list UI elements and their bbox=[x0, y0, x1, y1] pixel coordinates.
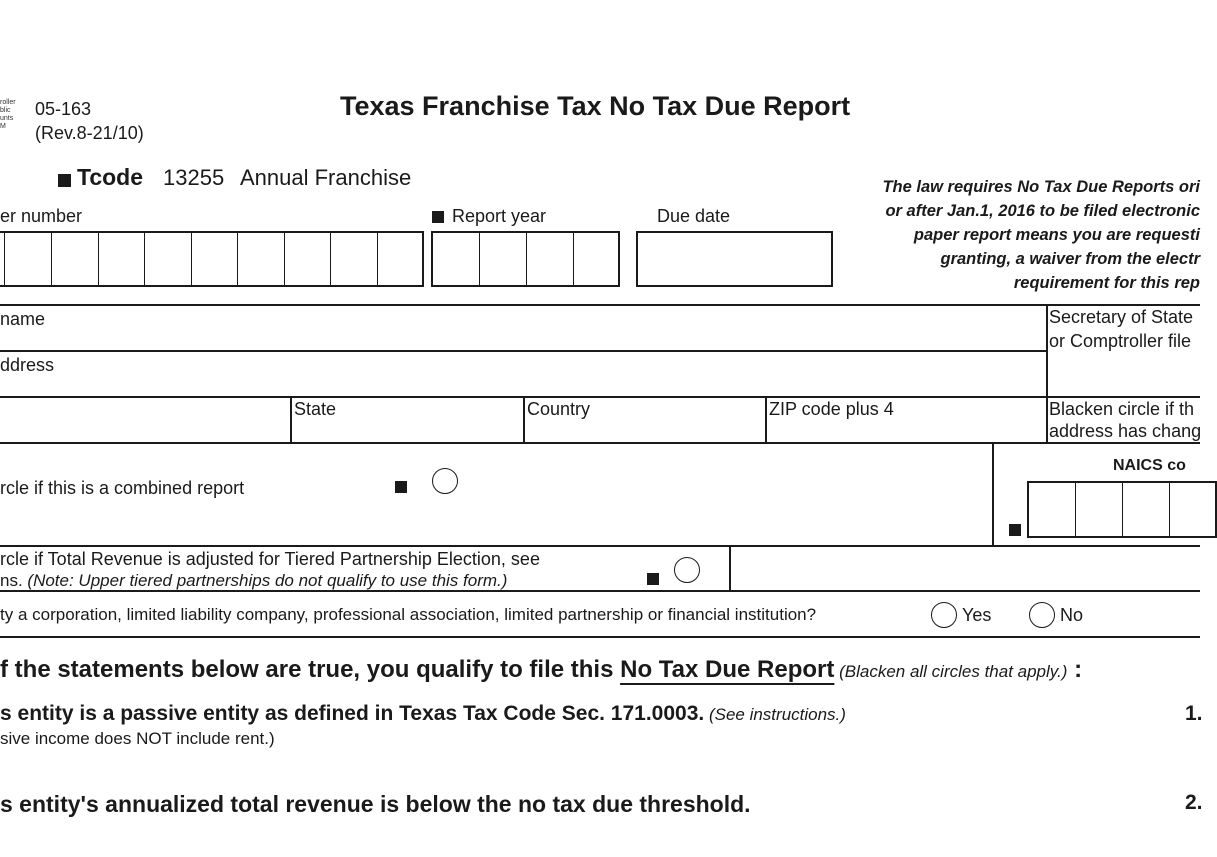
combined-report-label: rcle if this is a combined report bbox=[0, 478, 245, 498]
address-label: ddress bbox=[0, 355, 55, 375]
sos-divider bbox=[1046, 304, 1048, 444]
due-date-field[interactable] bbox=[636, 231, 833, 287]
passive-entity-text: s entity is a passive entity as defined in Texas Tax Code Sec. 171.0003. bbox=[0, 702, 705, 725]
intro-colon: : bbox=[1067, 656, 1083, 683]
sos-file-label-2: or Comptroller file bbox=[1049, 331, 1192, 351]
seal-line: roller bbox=[0, 99, 16, 106]
address-changed-label-2: address has chang bbox=[1049, 421, 1202, 441]
tcode-label: Tcode bbox=[77, 164, 144, 190]
yes-radio[interactable] bbox=[931, 602, 957, 628]
statement-number-2: 2. bbox=[1185, 791, 1203, 814]
taxpayer-number-field[interactable] bbox=[0, 231, 424, 287]
notice-line: The law requires No Tax Due Reports ori bbox=[882, 178, 1200, 196]
tiered-partnership-label-2 bbox=[0, 571, 507, 591]
taxpayer-number-label: er number bbox=[0, 206, 83, 226]
statement-revenue-threshold: s entity's annualized total revenue is below the no tax due threshold. bbox=[0, 791, 751, 817]
yes-label: Yes bbox=[962, 605, 992, 625]
comptroller-seal bbox=[0, 99, 22, 131]
seal-line: blic bbox=[0, 107, 11, 114]
form-revision: (Rev.8-21/10) bbox=[35, 123, 144, 143]
notice-line: paper report means you are requesti bbox=[913, 226, 1200, 244]
seal-line: unts bbox=[0, 115, 14, 122]
name-rule bbox=[0, 350, 1047, 352]
naics-marker bbox=[1009, 524, 1021, 536]
statement-passive-entity bbox=[0, 702, 846, 726]
section-rule bbox=[0, 304, 1200, 306]
tiered-partnership-label-1: rcle if Total Revenue is adjusted for Tiered Partnership Election, see bbox=[0, 549, 540, 569]
no-tax-due-report-link[interactable]: No Tax Due Report bbox=[620, 656, 835, 683]
report-year-label: Report year bbox=[452, 206, 547, 226]
form-title: Texas Franchise Tax No Tax Due Report bbox=[340, 91, 851, 121]
combined-report-marker bbox=[395, 481, 407, 493]
statements-intro bbox=[0, 656, 1082, 684]
seal-line: M bbox=[0, 123, 6, 130]
tcode-description: Annual Franchise bbox=[240, 165, 412, 190]
tcode-marker bbox=[58, 174, 71, 187]
zip-rule bbox=[0, 442, 1200, 444]
naics-code-field[interactable] bbox=[1027, 481, 1217, 538]
tiered-rule bbox=[0, 590, 1200, 592]
notice-line: granting, a waiver from the electr bbox=[940, 250, 1200, 268]
country-label: Country bbox=[527, 399, 591, 419]
tiered-divider bbox=[729, 545, 731, 592]
report-year-marker bbox=[432, 211, 444, 223]
tiered-prefix: ns. bbox=[0, 571, 28, 590]
notice-line: requirement for this rep bbox=[1013, 274, 1200, 292]
state-label: State bbox=[294, 399, 337, 419]
statement-number-1: 1. bbox=[1185, 702, 1203, 725]
due-date-label: Due date bbox=[657, 206, 731, 226]
no-radio[interactable] bbox=[1029, 602, 1055, 628]
passive-entity-note: (See instructions.) bbox=[704, 705, 846, 724]
tcode-value: 13255 bbox=[163, 165, 225, 190]
tiered-marker bbox=[647, 573, 659, 585]
naics-divider bbox=[992, 442, 994, 547]
tiered-note: (Note: Upper tiered partnerships do not qualify to use this form.) bbox=[27, 571, 508, 590]
zip-divider bbox=[765, 396, 767, 444]
combined-report-circle[interactable] bbox=[432, 468, 458, 494]
intro-text: f the statements below are true, you qualify to file this bbox=[0, 656, 621, 683]
electronic-filing-notice bbox=[820, 175, 1200, 295]
form-number: 05-163 bbox=[35, 99, 92, 119]
report-year-field[interactable] bbox=[431, 231, 620, 287]
entity-rule bbox=[0, 636, 1200, 638]
no-label: No bbox=[1060, 605, 1084, 625]
address-rule bbox=[0, 396, 1200, 398]
entity-type-question: ty a corporation, limited liability company, professional association, limited partnership or financial institution? bbox=[0, 605, 817, 624]
country-divider bbox=[523, 396, 525, 444]
notice-line: or after Jan.1, 2016 to be filed electronic bbox=[885, 202, 1200, 220]
zip-label: ZIP code plus 4 bbox=[769, 399, 894, 419]
name-label: name bbox=[0, 309, 46, 329]
passive-entity-subnote: sive income does NOT include rent.) bbox=[0, 729, 275, 748]
naics-label: NAICS co bbox=[1113, 457, 1186, 474]
tiered-partnership-circle[interactable] bbox=[674, 557, 700, 583]
intro-note: (Blacken all circles that apply.) bbox=[834, 662, 1068, 681]
sos-file-label-1: Secretary of State bbox=[1049, 307, 1194, 327]
combined-rule bbox=[0, 545, 1200, 547]
state-divider bbox=[290, 396, 292, 444]
address-changed-label-1: Blacken circle if th bbox=[1049, 399, 1195, 419]
